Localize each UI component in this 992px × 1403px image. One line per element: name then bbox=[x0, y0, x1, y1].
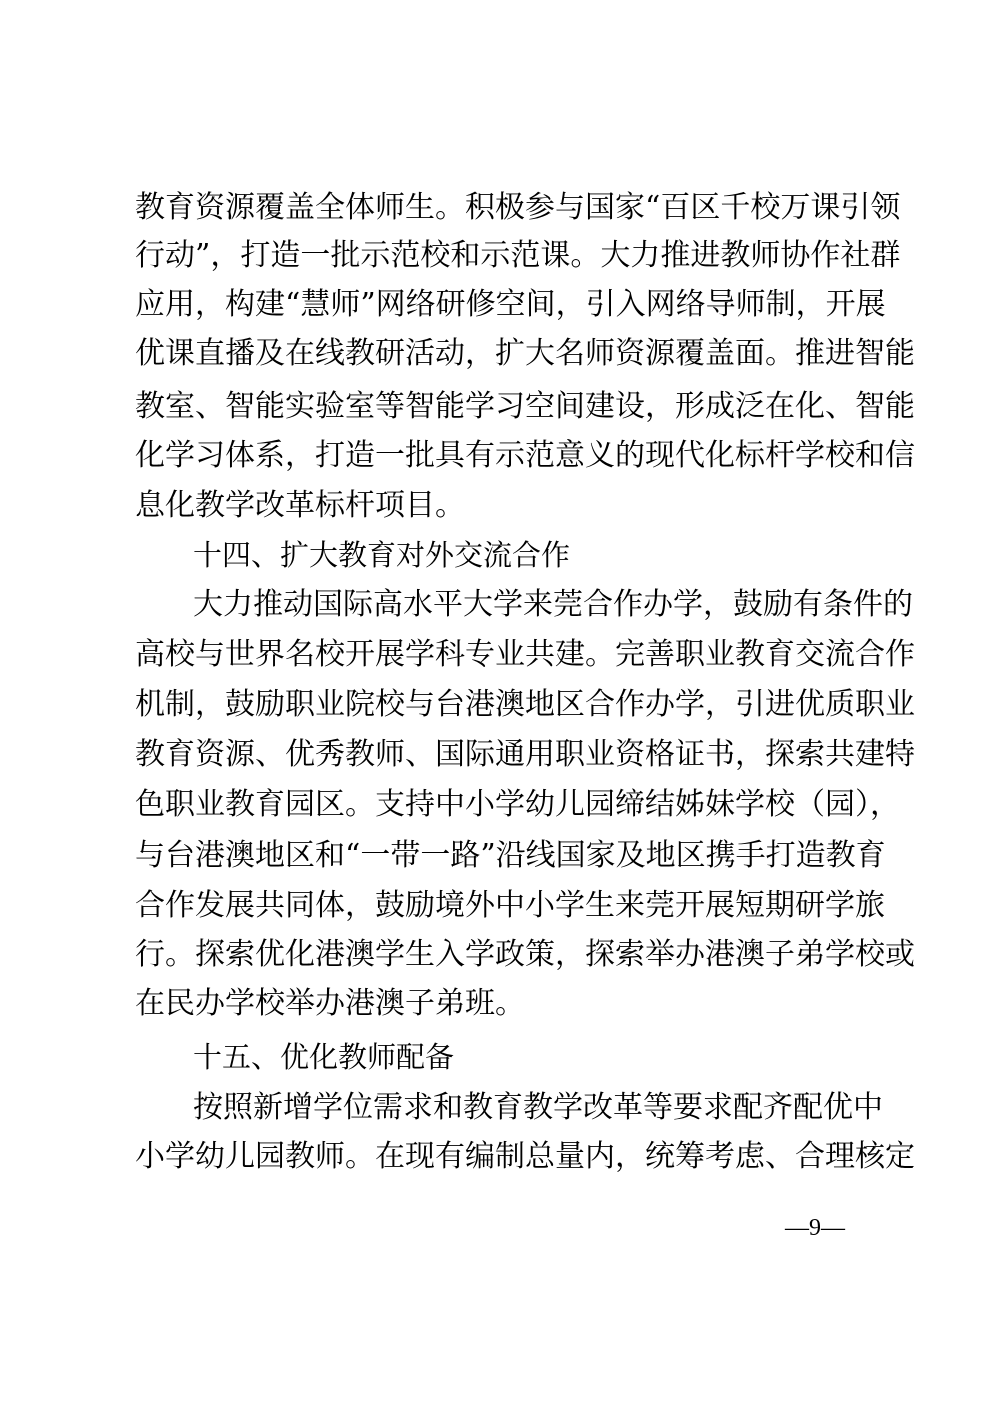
body-text-line: 化学习体系，打造一批具有示范意义的现代化标杆学校和信 bbox=[135, 438, 915, 473]
body-text-line: 息化教学改革标杆项目。 bbox=[135, 488, 465, 523]
body-text-line: 与台港澳地区和“一带一路”沿线国家及地区携手打造教育 bbox=[135, 838, 886, 873]
body-text-line: 教育资源覆盖全体师生。积极参与国家“百区千校万课引领 bbox=[135, 190, 901, 225]
body-text-line: 教育资源、优秀教师、国际通用职业资格证书，探索共建特 bbox=[135, 737, 915, 772]
body-text-line: 在民办学校举办港澳子弟班。 bbox=[135, 986, 525, 1021]
body-text-line: 小学幼儿园教师。在现有编制总量内，统筹考虑、合理核定 bbox=[135, 1139, 915, 1174]
body-text-line: 色职业教育园区。支持中小学幼儿园缔结姊妹学校（园）， bbox=[135, 787, 900, 822]
section-heading: 十四、扩大教育对外交流合作 bbox=[193, 538, 571, 572]
body-text-line: 机制，鼓励职业院校与台港澳地区合作办学，引进优质职业 bbox=[135, 687, 915, 722]
body-text-line: 大力推动国际高水平大学来莞合作办学，鼓励有条件的 bbox=[193, 587, 913, 622]
body-text-line: 行动”，打造一批示范校和示范课。大力推进教师协作社群 bbox=[135, 238, 901, 273]
body-text-line: 教室、智能实验室等智能学习空间建设，形成泛在化、智能 bbox=[135, 389, 915, 424]
page-number: —9— bbox=[785, 1215, 845, 1241]
body-text-line: 应用，构建“慧师”网络研修空间，引入网络导师制，开展 bbox=[135, 287, 886, 322]
body-text-line: 按照新增学位需求和教育教学改革等要求配齐配优中 bbox=[193, 1090, 883, 1125]
section-heading: 十五、优化教师配备 bbox=[193, 1040, 455, 1074]
body-text-line: 优课直播及在线教研活动，扩大名师资源覆盖面。推进智能 bbox=[135, 336, 915, 371]
body-text-line: 合作发展共同体，鼓励境外中小学生来莞开展短期研学旅 bbox=[135, 888, 885, 923]
body-text-line: 高校与世界名校开展学科专业共建。完善职业教育交流合作 bbox=[135, 637, 915, 672]
body-text-line: 行。探索优化港澳学生入学政策，探索举办港澳子弟学校或 bbox=[135, 937, 915, 972]
